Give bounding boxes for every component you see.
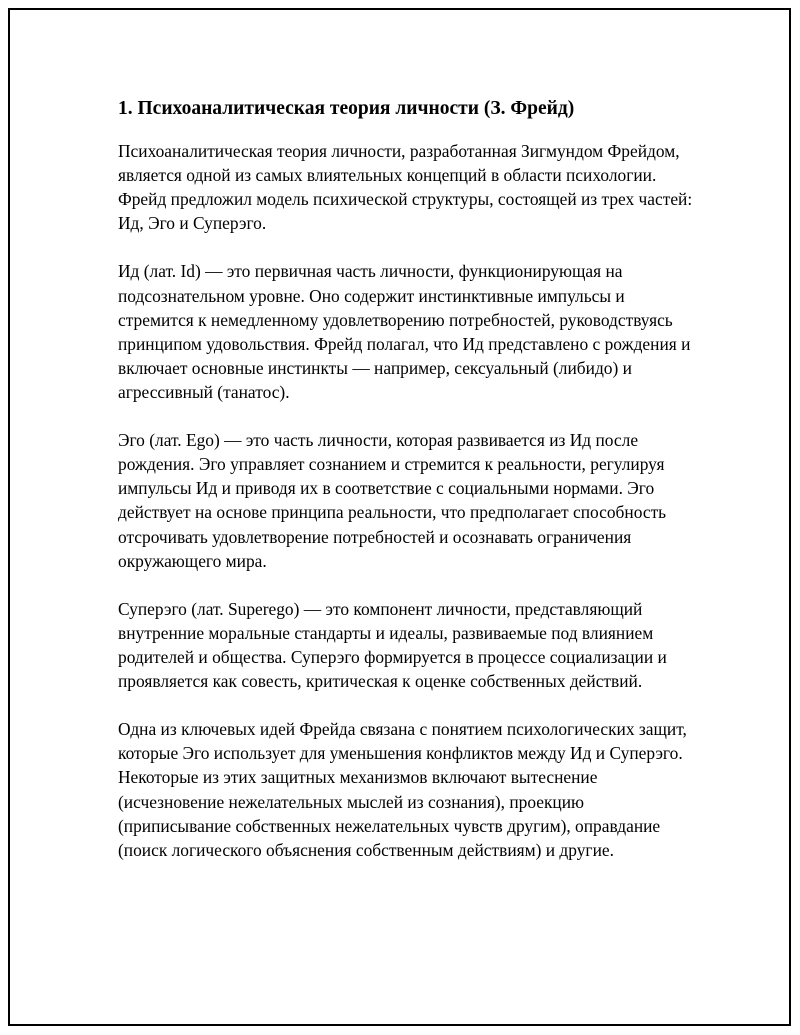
paragraph-superego: Суперэго (лат. Superego) — это компонент личности, представляющий внутренние моральные стандарты и идеалы, развиваемые под влиянием родителей и общества. Суперэго формируется в процессе социализации и проявляется как совесть, критическая к оценке собственных действий. [118, 598, 667, 692]
paragraph-defenses: Одна из ключевых идей Фрейда связана с понятием психологических защит, которые Эго использует для уменьшения конфликтов между Ид и Суперэго. Некоторые из этих защитных механизмов включают вытеснение (исчезновение нежелательных мыслей из сознания), проекцию (приписывание собственных нежелательных чувств другим), оправдание (поиск логического объяснения собственным действиям) и другие. [118, 719, 687, 860]
paragraph-ego: Эго (лат. Ego) — это часть личности, которая развивается из Ид после рождения. Эго управляет сознанием и стремится к реальности, регулируя импульсы Ид и приводя их в соответствие с социальными нормами. Эго действует на основе принципа реальности, что предполагает способность отсрочивать удовлетворение потребностей и осознавать ограничения окружающего мира. [118, 430, 667, 571]
section-heading: 1. Психоаналитическая теория личности (З. Фрейд) [118, 98, 575, 119]
paragraph-id: Ид (лат. Id) — это первичная часть личности, функционирующая на подсознательном уровне. Оно содержит инстинктивные импульсы и стремится к немедленному удовлетворению потребностей, руководствуясь принципом удовольствия. Фрейд полагал, что Ид представлено с рождения и включает основные инстинкты — например, сексуальный (либидо) и агрессивный (танатос). [118, 261, 691, 402]
document-body [118, 97, 698, 886]
page-frame [8, 8, 791, 1026]
paragraph-intro: Психоаналитическая теория личности, разработанная Зигмундом Фрейдом, является одной из самых влиятельных концепций в области психологии. Фрейд предложил модель психической структуры, состоящей из трех частей: Ид, Эго и Суперэго. [118, 141, 693, 234]
